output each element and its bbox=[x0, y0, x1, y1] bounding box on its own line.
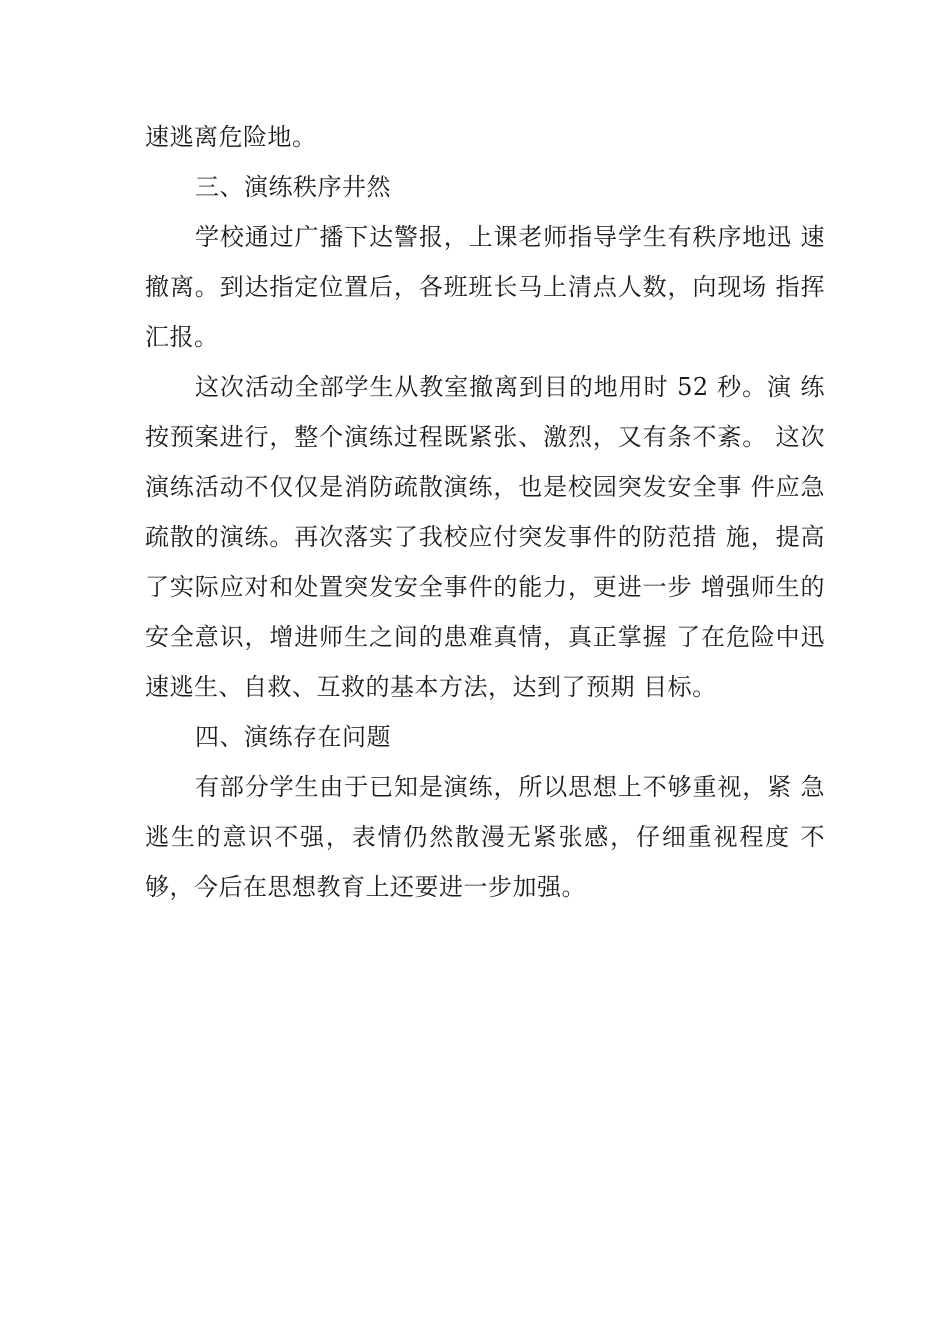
text-line: 够，今后在思想教育上还要进一步加强。 bbox=[145, 873, 586, 901]
text-line: 了实际应对和处置突发安全事件的能力，更进一步 增强师生的 bbox=[145, 573, 825, 601]
text-line: 汇报。 bbox=[145, 323, 219, 351]
text-line: 按预案进行，整个演练过程既紧张、激烈，又有条不紊。 这次 bbox=[145, 423, 825, 451]
text-line: 学校通过广播下达警报，上课老师指导学生有秩序地迅 速 bbox=[195, 223, 825, 251]
text-line: 安全意识，增进师生之间的患难真情，真正掌握 了在危险中迅 bbox=[145, 623, 825, 651]
text-line: 撤离。到达指定位置后，各班班长马上清点人数，向现场 指挥 bbox=[145, 273, 825, 301]
section-heading: 三、演练秩序井然 bbox=[195, 173, 391, 201]
section-heading: 四、演练存在问题 bbox=[195, 723, 391, 751]
document-body bbox=[145, 112, 825, 912]
text-line: 有部分学生由于已知是演练，所以思想上不够重视，紧 急 bbox=[195, 773, 825, 801]
text-line: 疏散的演练。再次落实了我校应付突发事件的防范措 施，提高 bbox=[145, 523, 825, 551]
text-line: 逃生的意识不强，表情仍然散漫无紧张感，仔细重视程度 不 bbox=[145, 823, 825, 851]
text-line: 演练活动不仅仅是消防疏散演练，也是校园突发安全事 件应急 bbox=[145, 473, 825, 501]
text-line: 速逃生、自救、互救的基本方法，达到了预期 目标。 bbox=[145, 673, 717, 701]
text-line: 这次活动全部学生从教室撤离到目的地用时 52 秒。演 练 bbox=[195, 373, 825, 401]
text-line: 速逃离危险地。 bbox=[145, 123, 317, 151]
